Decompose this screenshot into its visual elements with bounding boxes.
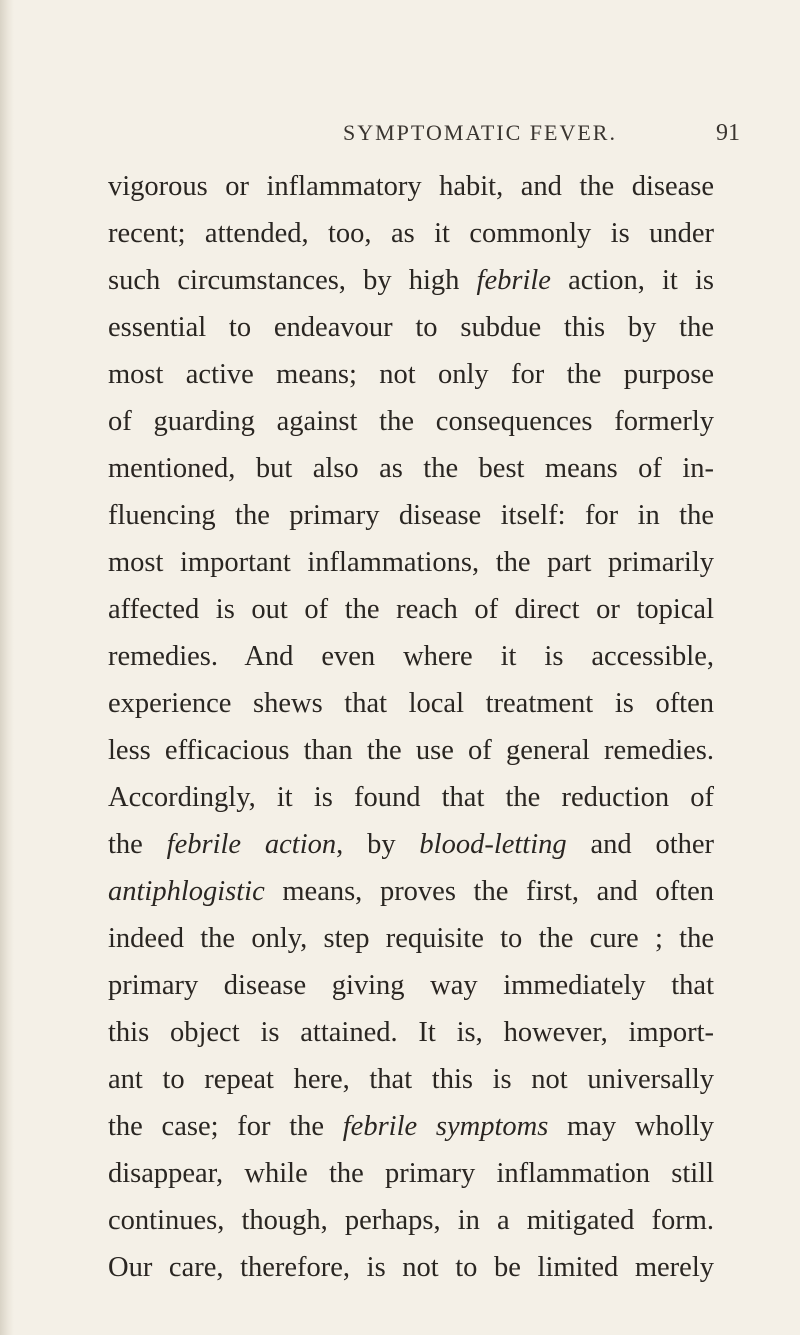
text-line — [108, 1244, 714, 1291]
text-line — [108, 1150, 714, 1197]
text-line — [108, 821, 714, 868]
text-run: continues, though, perhaps, in a mitigated form. — [108, 1205, 714, 1236]
text-line — [108, 1009, 714, 1056]
text-line — [108, 304, 714, 351]
text-run: action, it is — [550, 265, 714, 296]
text-line — [108, 633, 714, 680]
italic-text-run: febrile action — [166, 829, 337, 860]
text-run: most active means; not only for the purpose — [108, 359, 714, 390]
text-line — [108, 257, 714, 304]
text-run: Our care, therefore, is not to be limited merely — [108, 1252, 714, 1283]
text-run: means, proves the first, and often — [264, 876, 714, 907]
text-run: essential to endeavour to subdue this by the — [108, 312, 714, 343]
text-line — [108, 351, 714, 398]
text-line — [108, 1197, 714, 1244]
text-line — [108, 1103, 714, 1150]
text-run: recent; attended, too, as it commonly is under — [108, 218, 714, 249]
text-line — [108, 398, 714, 445]
text-line — [108, 586, 714, 633]
running-head: SYMPTOMATIC FEVER. — [343, 120, 617, 145]
text-run: most important inflammations, the part primarily — [108, 547, 714, 578]
text-line — [108, 210, 714, 257]
italic-text-run: blood-letting — [419, 829, 567, 860]
page-header — [0, 120, 800, 160]
text-run: remedies. And even where it is accessible, — [108, 641, 714, 672]
text-line — [108, 962, 714, 1009]
text-line — [108, 1056, 714, 1103]
text-run: mentioned, but also as the best means of in- — [108, 453, 714, 484]
text-line — [108, 445, 714, 492]
page-number: 91 — [716, 120, 740, 146]
text-run: the — [108, 829, 167, 860]
text-run: such circumstances, by high — [108, 265, 477, 296]
italic-text-run: febrile symptoms — [342, 1111, 549, 1142]
text-run: disappear, while the primary inflammation still — [108, 1158, 714, 1189]
text-run: indeed the only, step requisite to the cure ; the — [108, 923, 714, 954]
text-run: affected is out of the reach of direct or topical — [108, 594, 714, 625]
text-line — [108, 163, 714, 210]
text-run: the case; for the — [108, 1111, 343, 1142]
text-run: vigorous or inflammatory habit, and the disease — [108, 171, 714, 202]
text-run: and other — [566, 829, 714, 860]
text-run: Accordingly, it is found that the reduction of — [108, 782, 714, 813]
text-line — [108, 492, 714, 539]
text-run: primary disease giving way immediately that — [108, 970, 714, 1001]
text-run: this object is attained. It is, however, import- — [108, 1017, 714, 1048]
text-run: experience shews that local treatment is often — [108, 688, 714, 719]
text-line — [108, 868, 714, 915]
italic-text-run: febrile — [476, 265, 551, 296]
text-run: , by — [336, 829, 420, 860]
page-gutter-shadow — [0, 0, 14, 1335]
text-line — [108, 774, 714, 821]
text-run: may wholly — [548, 1111, 714, 1142]
text-line — [108, 680, 714, 727]
text-line — [108, 539, 714, 586]
body-text — [108, 163, 714, 1291]
text-run: of guarding against the consequences formerly — [108, 406, 714, 437]
text-line — [108, 915, 714, 962]
text-line — [108, 727, 714, 774]
text-run: ant to repeat here, that this is not universally — [108, 1064, 714, 1095]
italic-text-run: antiphlogistic — [108, 876, 265, 907]
text-run: less efficacious than the use of general remedies. — [108, 735, 714, 766]
text-run: fluencing the primary disease itself: for in the — [108, 500, 714, 531]
